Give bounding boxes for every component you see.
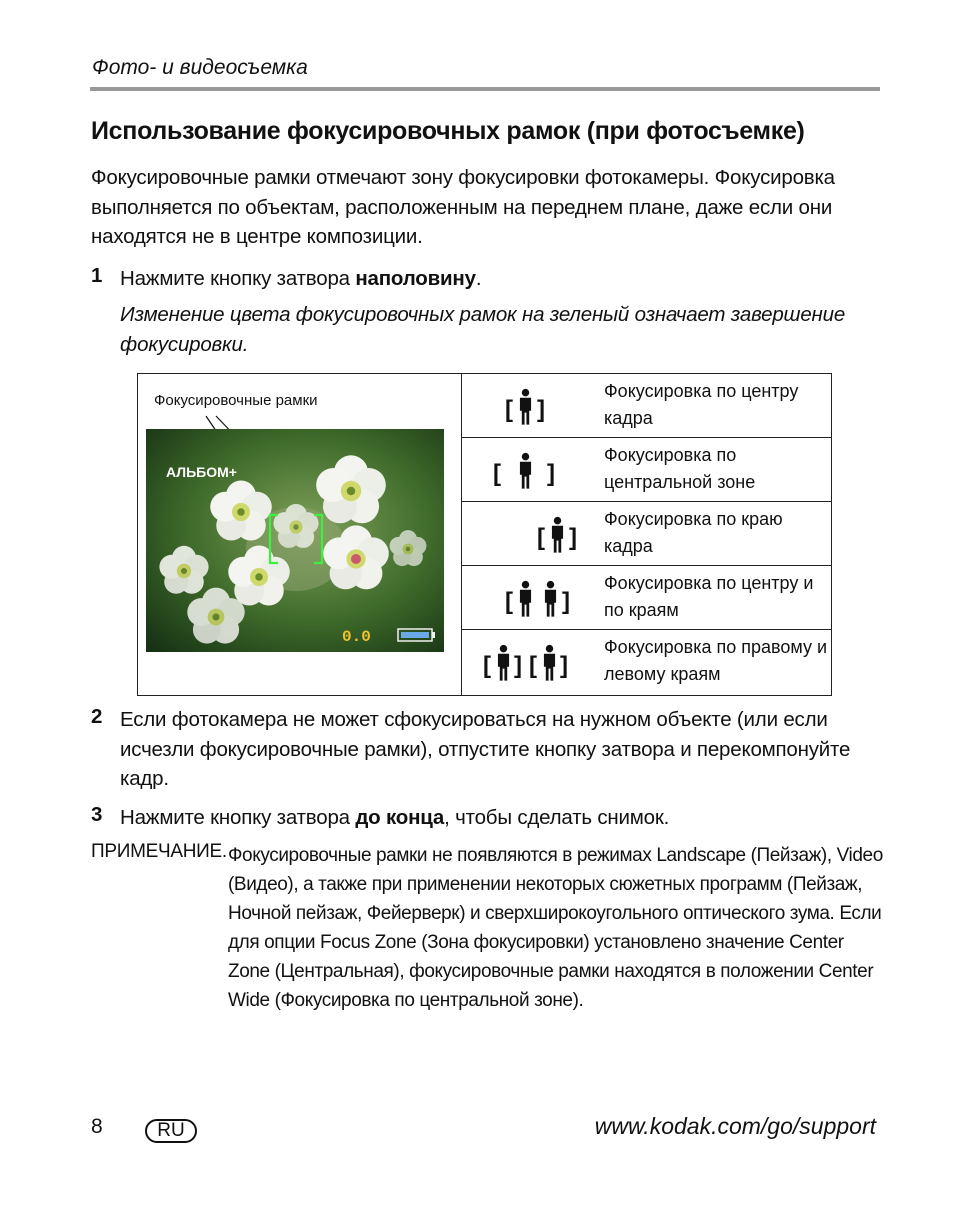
svg-text:]: ] <box>560 652 568 679</box>
svg-text:[: [ <box>529 652 537 679</box>
lcd-mode-label: АЛЬБОМ+ <box>166 464 237 480</box>
step-1-note: Изменение цвета фокусировочных рамок на зеленый означает завершение фокусировки. <box>120 303 846 356</box>
camera-preview-panel <box>138 374 462 695</box>
step-number: 3 <box>91 803 103 826</box>
focus-mode-row <box>461 566 831 630</box>
lcd-exposure-value: 0.0 <box>342 628 371 646</box>
svg-text:[: [ <box>483 652 491 679</box>
focus-mode-row <box>461 374 831 438</box>
step-2-text: Если фотокамера не может сфокусироваться на нужном объекте (или если исчезли фокусировочные рамки), отпустите кнопку затвора и перекомпонуйте кадр. <box>120 708 851 790</box>
focus-mode-label: Фокусировка по правому и левому краям <box>604 637 828 684</box>
focus-mode-label: Фокусировка по центру кадра <box>604 381 799 428</box>
note-text: Фокусировочные рамки не появляются в режимах Landscape (Пейзаж), Video (Видео), а также при применении некоторых сюжетных программ (Пейзаж, Ночной пейзаж, Фейерверк) и сверхширокоугольного оптического зума. Если для опции Focus Zone (Зона фокусировки) установлено значение Center Zone (Центральная), фокусировочные рамки находятся в положении Center Wide (Фокусировка по центральной зоне). <box>228 845 883 1011</box>
svg-text:]: ] <box>514 652 522 679</box>
note-label: ПРИМЕЧАНИЕ. <box>91 841 227 862</box>
header-rule <box>90 87 880 91</box>
side-frame-icon <box>461 502 589 566</box>
svg-text:[: [ <box>493 460 501 487</box>
support-url: www.kodak.com/go/support <box>594 1113 876 1139</box>
svg-text:[: [ <box>537 524 545 551</box>
focus-mode-label: Фокусировка по центру и по краям <box>604 573 814 620</box>
center-and-sides-icon <box>461 566 589 630</box>
step-1-text: Нажмите кнопку затвора наполовину. <box>120 267 482 290</box>
intro-paragraph: Фокусировочные рамки отмечают зону фокусировки фотокамеры. Фокусировка выполняется по объектам, расположенным на переднем плане, даже если они находятся не в центре композиции. <box>91 166 835 248</box>
page-number: 8 <box>91 1115 103 1138</box>
step-3-text: Нажмите кнопку затвора до конца, чтобы сделать снимок. <box>120 806 670 829</box>
language-badge: RU <box>145 1119 197 1143</box>
svg-text:[: [ <box>505 588 513 615</box>
step-number: 1 <box>91 264 103 287</box>
focus-mode-label: Фокусировка по центральной зоне <box>604 445 756 492</box>
svg-text:]: ] <box>537 396 545 423</box>
running-header: Фото- и видеосъемка <box>92 56 308 79</box>
center-wide-icon <box>461 438 589 502</box>
step-number: 2 <box>91 705 103 728</box>
svg-text:]: ] <box>562 588 570 615</box>
focus-frames-figure <box>137 373 832 696</box>
focus-mode-row <box>461 438 831 502</box>
focus-mode-row <box>461 502 831 566</box>
camera-lcd-photo <box>146 429 444 652</box>
center-frame-icon <box>461 374 589 438</box>
focus-mode-label: Фокусировка по краю кадра <box>604 509 783 556</box>
svg-text:[: [ <box>505 396 513 423</box>
svg-text:]: ] <box>547 460 555 487</box>
callout-label: Фокусировочные рамки <box>154 392 318 409</box>
page-title: Использование фокусировочных рамок (при фотосъемке) <box>91 117 805 145</box>
svg-text:]: ] <box>569 524 577 551</box>
focus-mode-row <box>461 630 831 694</box>
left-and-right-icon <box>461 630 589 694</box>
